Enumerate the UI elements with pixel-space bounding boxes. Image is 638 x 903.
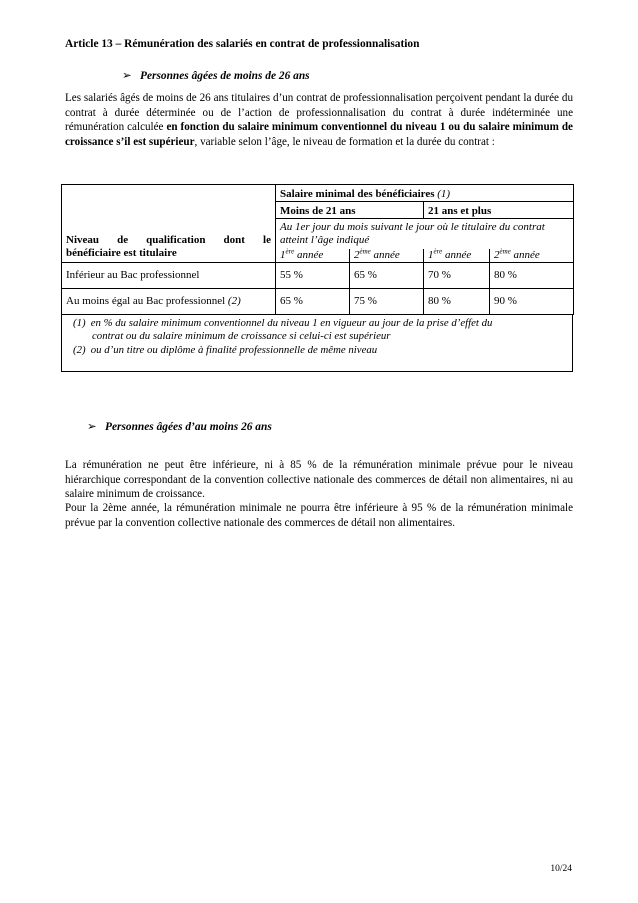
- section1-paragraph: [65, 91, 573, 149]
- year-sup: ème: [359, 246, 371, 255]
- year-num: 2: [354, 248, 360, 261]
- footnote-1: [73, 317, 492, 331]
- page-number: 10/24: [550, 864, 572, 874]
- table-cell: 90 %: [490, 288, 574, 314]
- table-cell: 65 %: [276, 288, 350, 314]
- footnote-number: (2): [73, 344, 86, 356]
- table-cell: 80 %: [424, 288, 490, 314]
- year2-header: [490, 246, 574, 263]
- qualification-word: de: [117, 233, 129, 246]
- salary-table: [61, 184, 574, 315]
- year-txt: année: [510, 248, 540, 261]
- age-subnote: Au 1er jour du mois suivant le jour où le titulaire du contrat atteint l’âge indiqué: [276, 219, 574, 249]
- qualification-header: [62, 185, 276, 263]
- year2-header: [350, 246, 424, 263]
- row-label-note: (2): [227, 294, 241, 307]
- para-text-1: Les salariés âgés de moins de 26 ans titulaires d’un contrat de professionnalisation perçoivent pendant la durée du contrat à durée déterminée ou de l’action de professionnalisation du contrat à durée indéterminée une rémunération calculée: [65, 92, 573, 134]
- footnote-text: ou d’un titre ou diplôme à finalité professionnelle de même niveau: [90, 344, 378, 356]
- footnote-1-cont: contrat ou du salaire minimum de croissance si celui-ci est supérieur: [92, 330, 391, 342]
- salary-header-label: Salaire minimal des bénéficiaires: [280, 188, 435, 200]
- row-label-text: Au moins égal au Bac professionnel: [66, 294, 228, 307]
- footnote-number: (1): [73, 317, 86, 329]
- row-label-text: Inférieur au Bac professionnel: [66, 268, 200, 281]
- section1-heading-text: Personnes âgées de moins de 26 ans: [140, 70, 310, 82]
- section2-paragraph-1: La rémunération ne peut être inférieure, ni à 85 % de la rémunération minimale prévue pour le niveau hiérarchique correspondant de la convention collective nationale des commerces de détail non alimentaires, ni au salaire minimum de croissance.: [65, 459, 573, 501]
- footnote-text: en % du salaire minimum conventionnel du niveau 1 en vigueur au jour de la prise d’effet du: [90, 317, 493, 329]
- year-sup: ème: [499, 246, 511, 255]
- year-num: 1: [428, 248, 434, 261]
- section2-heading-text: Personnes âgées d’au moins 26 ans: [105, 421, 272, 433]
- year1-header: [276, 246, 350, 263]
- qualification-word: qualification: [146, 233, 206, 246]
- table-cell: 65 %: [350, 262, 424, 288]
- row-label: [62, 288, 276, 314]
- salary-header-note: (1): [437, 188, 451, 200]
- arrow-bullet-icon: ➢: [122, 70, 132, 82]
- group-21-plus: 21 ans et plus: [424, 202, 574, 219]
- table-footnotes: [61, 315, 573, 372]
- table-row: [62, 288, 574, 314]
- qualification-word: le: [263, 233, 271, 246]
- article-title: Article 13 – Rémunération des salariés en contrat de professionnalisation: [65, 38, 420, 50]
- year-txt: année: [442, 248, 472, 261]
- year-num: 1: [280, 248, 286, 261]
- para-text-2: , variable selon l’âge, le niveau de formation et la durée du contrat :: [194, 135, 495, 148]
- section2-heading: [87, 419, 272, 433]
- table-cell: 70 %: [424, 262, 490, 288]
- footnote-2: [73, 344, 377, 358]
- table-cell: 55 %: [276, 262, 350, 288]
- year-num: 2: [494, 248, 500, 261]
- year-sup: ère: [433, 246, 443, 255]
- row-label: [62, 262, 276, 288]
- section1-heading: [122, 68, 310, 82]
- table-cell: 75 %: [350, 288, 424, 314]
- table-row: [62, 262, 574, 288]
- qualification-word: dont: [223, 233, 245, 246]
- arrow-bullet-icon: ➢: [87, 421, 97, 433]
- table-cell: 80 %: [490, 262, 574, 288]
- qualification-word: Niveau: [66, 233, 99, 246]
- qualification-header-line2: bénéficiaire est titulaire: [66, 246, 177, 259]
- year1-header: [424, 246, 490, 263]
- salary-header: [276, 185, 574, 202]
- year-txt: année: [294, 248, 324, 261]
- group-under-21: Moins de 21 ans: [276, 202, 424, 219]
- para-bold-text: en fonction du salaire minimum conventionnel du niveau 1 ou du salaire minimum de croissance s’il est supérieur: [65, 121, 573, 148]
- year-txt: année: [370, 248, 400, 261]
- year-sup: ère: [285, 246, 295, 255]
- section2-paragraph-2: Pour la 2ème année, la rémunération minimale ne pourra être inférieure à 95 % de la rémunération minimale prévue par la convention collective nationale des commerces de détail non alimentaires.: [65, 502, 573, 529]
